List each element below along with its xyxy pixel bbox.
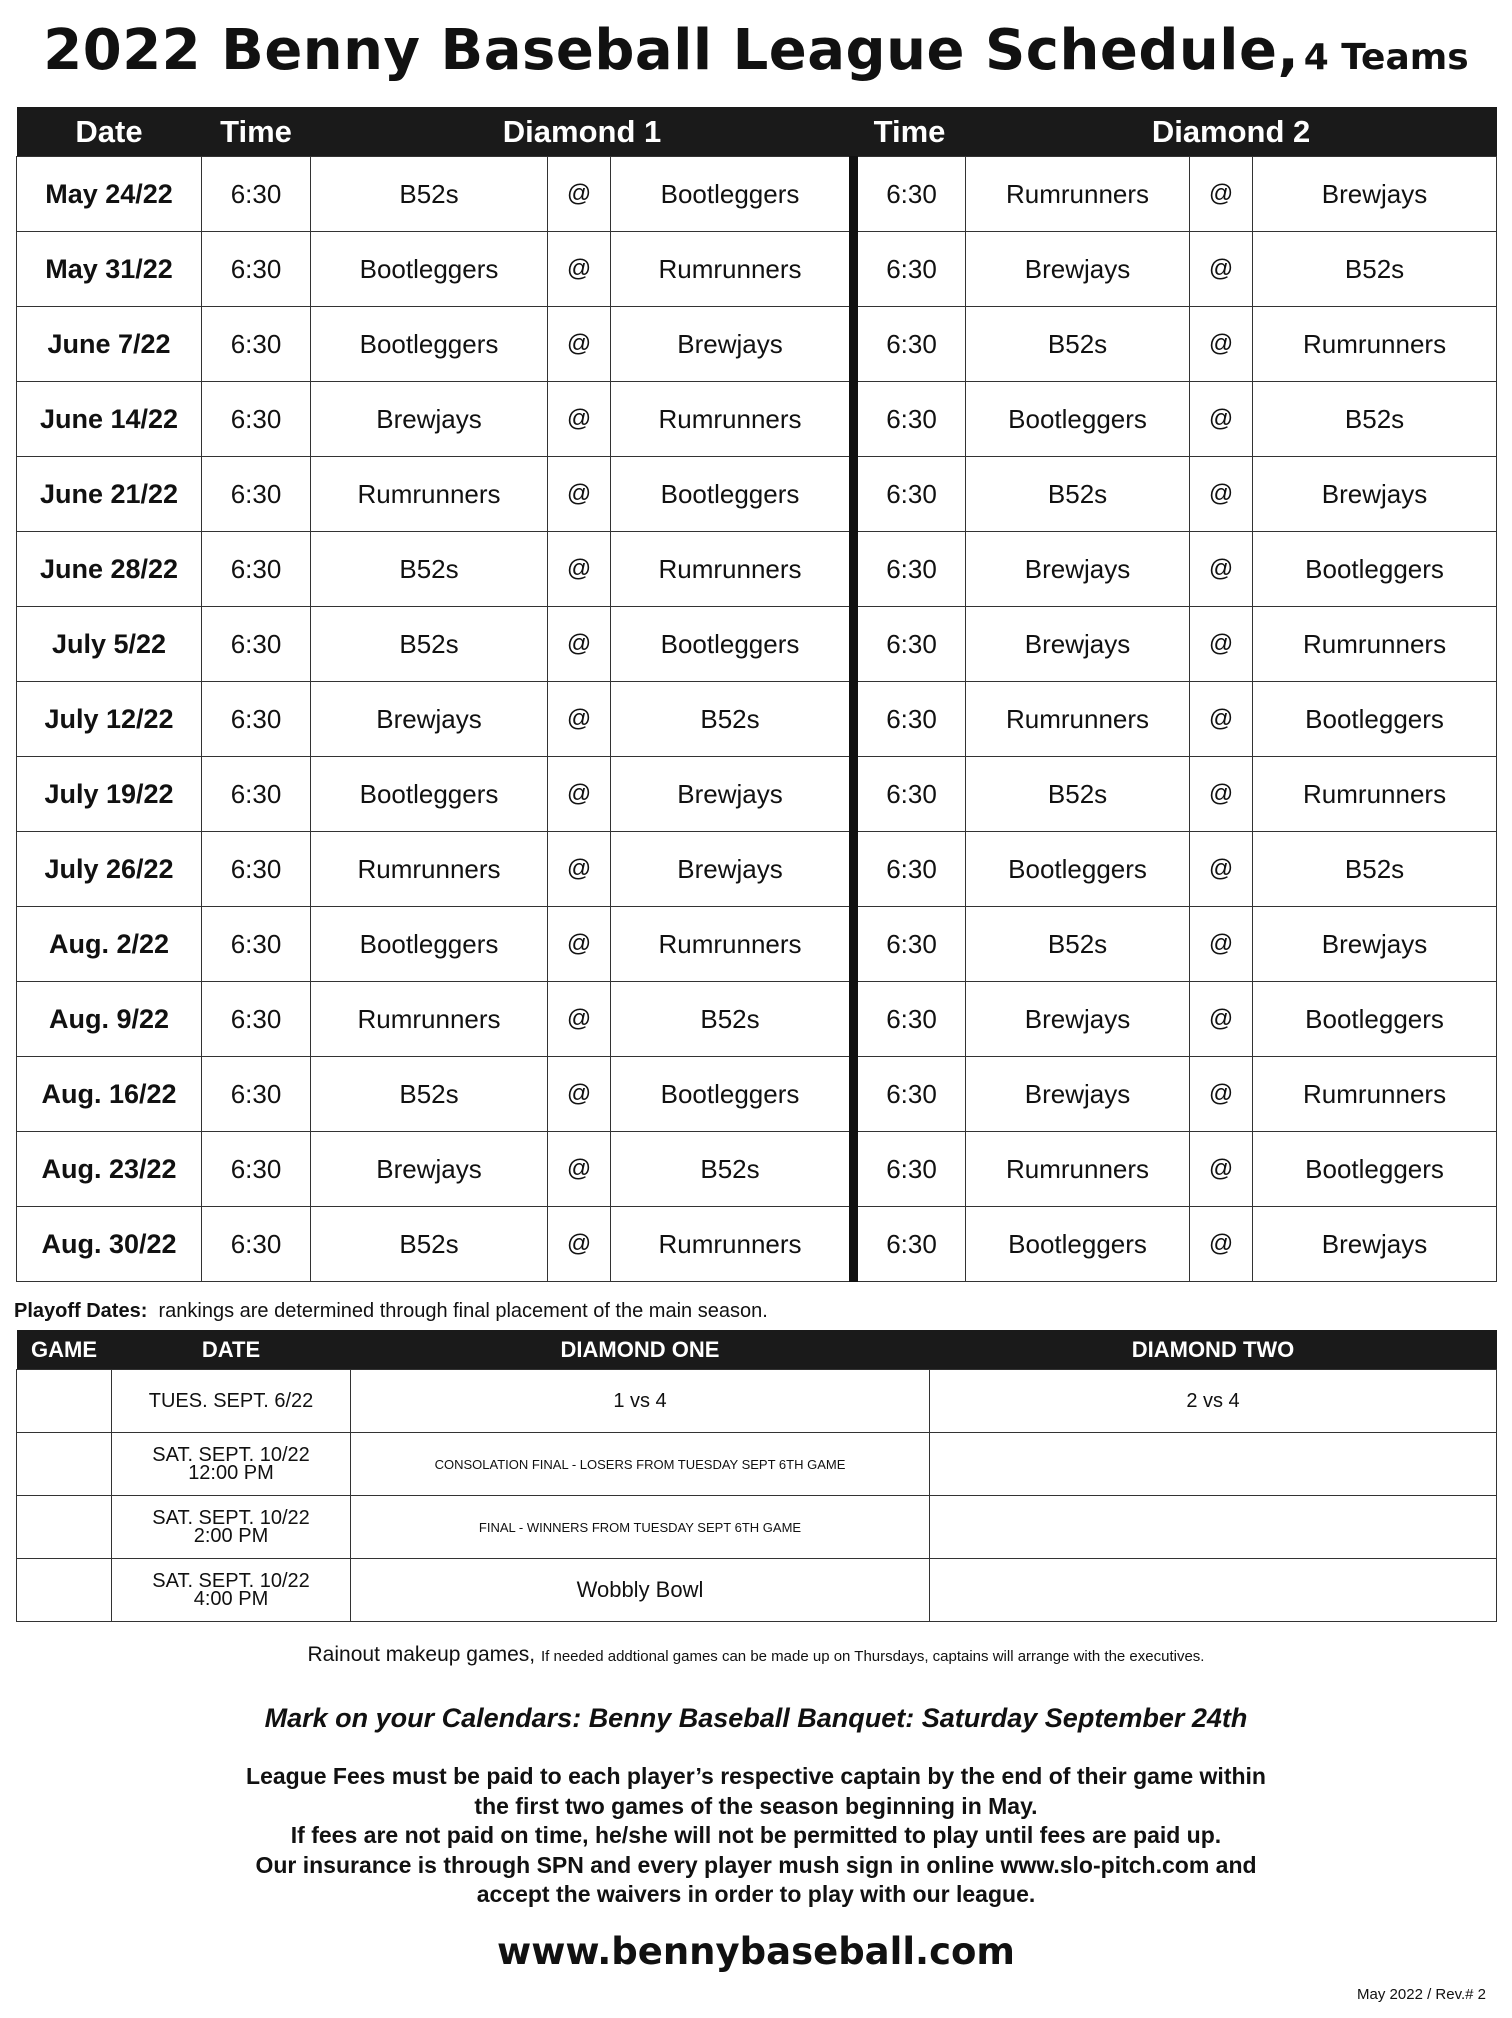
diamond-2-away-team: Bootleggers — [1253, 682, 1497, 757]
diamond-1-time: 6:30 — [202, 1132, 311, 1207]
diamond-1-at: @ — [548, 157, 611, 232]
diamond-1-at: @ — [548, 307, 611, 382]
playoff-date-line: SAT. SEPT. 10/22 — [152, 1570, 310, 1592]
diamond-1-time: 6:30 — [202, 832, 311, 907]
diamond-2-time: 6:30 — [854, 1057, 966, 1132]
diamond-1-at: @ — [548, 532, 611, 607]
schedule-row — [17, 532, 1497, 607]
diamond-1-time: 6:30 — [202, 157, 311, 232]
diamond-1-time: 6:30 — [202, 757, 311, 832]
diamond-1-home-team: Brewjays — [311, 382, 548, 457]
schedule-date: Aug. 23/22 — [17, 1132, 202, 1207]
diamond-1-time: 6:30 — [202, 232, 311, 307]
diamond-2-away-team: Rumrunners — [1253, 757, 1497, 832]
diamond-1-at: @ — [548, 907, 611, 982]
diamond-2-at: @ — [1190, 1057, 1253, 1132]
schedule-row — [17, 982, 1497, 1057]
diamond-1-away-team: Bootleggers — [611, 607, 854, 682]
diamond-1-away-team: Brewjays — [611, 832, 854, 907]
diamond-2-home-team: Bootleggers — [966, 382, 1190, 457]
diamond-2-away-team: Brewjays — [1253, 457, 1497, 532]
diamond-2-away-team: Bootleggers — [1253, 982, 1497, 1057]
diamond-1-time: 6:30 — [202, 1207, 311, 1282]
diamond-2-home-team: B52s — [966, 307, 1190, 382]
diamond-1-home-team: Brewjays — [311, 1132, 548, 1207]
schedule-row — [17, 307, 1497, 382]
diamond-2-away-team: Bootleggers — [1253, 532, 1497, 607]
diamond-2-at: @ — [1190, 1207, 1253, 1282]
diamond-2-at: @ — [1190, 1132, 1253, 1207]
rainout-note — [0, 1643, 1512, 1667]
diamond-1-home-team: B52s — [311, 157, 548, 232]
diamond-2-time: 6:30 — [854, 457, 966, 532]
diamond-1-at: @ — [548, 832, 611, 907]
diamond-2-time: 6:30 — [854, 1207, 966, 1282]
diamond-1-home-team: Bootleggers — [311, 232, 548, 307]
playoff-row — [17, 1496, 1497, 1559]
playoff-header-diamond-two: DIAMOND TWO — [930, 1330, 1497, 1370]
diamond-1-time: 6:30 — [202, 682, 311, 757]
playoff-row — [17, 1559, 1497, 1622]
playoff-diamond-one: Wobbly Bowl — [351, 1559, 930, 1622]
diamond-2-home-team: Rumrunners — [966, 682, 1190, 757]
diamond-1-home-team: B52s — [311, 607, 548, 682]
diamond-2-away-team: Brewjays — [1253, 1207, 1497, 1282]
playoff-label-text: rankings are determined through final placement of the main season. — [158, 1300, 768, 1322]
diamond-1-away-team: Rumrunners — [611, 232, 854, 307]
schedule-date: July 26/22 — [17, 832, 202, 907]
diamond-1-home-team: Rumrunners — [311, 982, 548, 1057]
playoff-game — [17, 1496, 112, 1559]
diamond-2-at: @ — [1190, 907, 1253, 982]
league-fees-notice — [0, 1762, 1512, 1910]
diamond-2-at: @ — [1190, 232, 1253, 307]
diamond-1-time: 6:30 — [202, 607, 311, 682]
playoff-date — [112, 1433, 351, 1496]
diamond-1-at: @ — [548, 457, 611, 532]
diamond-2-away-team: Brewjays — [1253, 907, 1497, 982]
playoff-table — [16, 1330, 1497, 1622]
diamond-2-time: 6:30 — [854, 982, 966, 1057]
diamond-1-away-team: Bootleggers — [611, 157, 854, 232]
diamond-2-home-team: Rumrunners — [966, 1132, 1190, 1207]
playoff-date — [112, 1559, 351, 1622]
revision-note: May 2022 / Rev.# 2 — [1357, 1986, 1486, 2003]
diamond-1-at: @ — [548, 1207, 611, 1282]
diamond-1-time: 6:30 — [202, 907, 311, 982]
schedule-date: May 31/22 — [17, 232, 202, 307]
fees-line: the first two games of the season beginning in May. — [474, 1792, 1038, 1819]
diamond-1-away-team: Bootleggers — [611, 1057, 854, 1132]
playoff-date-line: TUES. SEPT. 6/22 — [148, 1390, 314, 1412]
diamond-1-at: @ — [548, 232, 611, 307]
diamond-2-away-team: Bootleggers — [1253, 1132, 1497, 1207]
diamond-1-time: 6:30 — [202, 307, 311, 382]
schedule-row — [17, 1132, 1497, 1207]
header-diamond-1: Diamond 1 — [311, 107, 854, 157]
diamond-2-away-team: B52s — [1253, 232, 1497, 307]
fees-line: Our insurance is through SPN and every player mush sign in online www.slo-pitch.com and — [255, 1851, 1257, 1878]
fees-line: League Fees must be paid to each player’s respective captain by the end of their game within — [246, 1763, 1266, 1789]
header-time-1: Time — [202, 107, 311, 157]
diamond-2-away-team: Rumrunners — [1253, 607, 1497, 682]
schedule-row — [17, 232, 1497, 307]
playoff-diamond-two: 2 vs 4 — [930, 1370, 1497, 1433]
title-main: 2022 Benny Baseball League Schedule, — [43, 18, 1300, 83]
playoff-row — [17, 1370, 1497, 1433]
schedule-row — [17, 607, 1497, 682]
diamond-1-away-team: Brewjays — [611, 757, 854, 832]
diamond-2-home-team: B52s — [966, 757, 1190, 832]
schedule-row — [17, 1207, 1497, 1282]
schedule-date: Aug. 16/22 — [17, 1057, 202, 1132]
schedule-date: June 7/22 — [17, 307, 202, 382]
playoff-header-date: DATE — [112, 1330, 351, 1370]
playoff-diamond-one: 1 vs 4 — [351, 1370, 930, 1433]
diamond-1-at: @ — [548, 382, 611, 457]
rainout-main: Rainout makeup games, — [307, 1643, 536, 1666]
playoff-diamond-one: FINAL - WINNERS FROM TUESDAY SEPT 6TH GAME — [351, 1496, 930, 1559]
diamond-1-home-team: B52s — [311, 1057, 548, 1132]
diamond-2-at: @ — [1190, 307, 1253, 382]
diamond-1-away-team: B52s — [611, 1132, 854, 1207]
diamond-1-away-team: Bootleggers — [611, 457, 854, 532]
playoff-diamond-two — [930, 1496, 1497, 1559]
diamond-1-home-team: B52s — [311, 1207, 548, 1282]
title-sub: 4 Teams — [1303, 37, 1469, 78]
schedule-date: July 12/22 — [17, 682, 202, 757]
website-link[interactable]: www.bennybaseball.com — [497, 1930, 1015, 1973]
diamond-1-at: @ — [548, 982, 611, 1057]
schedule-date: May 24/22 — [17, 157, 202, 232]
schedule-date: Aug. 9/22 — [17, 982, 202, 1057]
diamond-1-home-team: Bootleggers — [311, 907, 548, 982]
diamond-1-time: 6:30 — [202, 1057, 311, 1132]
schedule-table — [16, 107, 1497, 1282]
schedule-row — [17, 907, 1497, 982]
diamond-2-away-team: Rumrunners — [1253, 1057, 1497, 1132]
banquet-notice: Mark on your Calendars: Benny Baseball Banquet: Saturday September 24th — [264, 1703, 1248, 1733]
schedule-date: June 28/22 — [17, 532, 202, 607]
playoff-date — [112, 1370, 351, 1433]
diamond-1-away-team: B52s — [611, 982, 854, 1057]
diamond-2-at: @ — [1190, 157, 1253, 232]
diamond-2-at: @ — [1190, 832, 1253, 907]
diamond-2-at: @ — [1190, 532, 1253, 607]
diamond-2-at: @ — [1190, 457, 1253, 532]
diamond-2-home-team: Rumrunners — [966, 157, 1190, 232]
playoff-game — [17, 1370, 112, 1433]
schedule-row — [17, 157, 1497, 232]
diamond-1-home-team: Bootleggers — [311, 307, 548, 382]
diamond-1-away-team: Rumrunners — [611, 1207, 854, 1282]
playoff-time-line: 4:00 PM — [193, 1588, 269, 1610]
diamond-1-at: @ — [548, 1057, 611, 1132]
page-title — [0, 18, 1512, 83]
playoff-label-bold: Playoff Dates: — [14, 1300, 148, 1322]
diamond-1-away-team: Rumrunners — [611, 907, 854, 982]
playoff-row — [17, 1433, 1497, 1496]
diamond-1-at: @ — [548, 607, 611, 682]
diamond-1-away-team: Brewjays — [611, 307, 854, 382]
diamond-2-home-team: B52s — [966, 907, 1190, 982]
diamond-2-at: @ — [1190, 382, 1253, 457]
diamond-2-time: 6:30 — [854, 307, 966, 382]
diamond-1-away-team: B52s — [611, 682, 854, 757]
schedule-row — [17, 382, 1497, 457]
diamond-2-at: @ — [1190, 757, 1253, 832]
diamond-2-time: 6:30 — [854, 757, 966, 832]
playoff-time-line: 12:00 PM — [188, 1462, 274, 1484]
diamond-1-home-team: Rumrunners — [311, 457, 548, 532]
diamond-2-away-team: B52s — [1253, 832, 1497, 907]
diamond-1-time: 6:30 — [202, 382, 311, 457]
diamond-2-away-team: Brewjays — [1253, 157, 1497, 232]
playoff-header-diamond-one: DIAMOND ONE — [351, 1330, 930, 1370]
diamond-2-home-team: Bootleggers — [966, 1207, 1190, 1282]
diamond-2-time: 6:30 — [854, 232, 966, 307]
diamond-2-away-team: B52s — [1253, 382, 1497, 457]
playoff-diamond-two — [930, 1433, 1497, 1496]
schedule-date: Aug. 2/22 — [17, 907, 202, 982]
diamond-2-away-team: Rumrunners — [1253, 307, 1497, 382]
header-time-2: Time — [854, 107, 966, 157]
diamond-2-time: 6:30 — [854, 382, 966, 457]
diamond-2-home-team: Brewjays — [966, 532, 1190, 607]
schedule-date: June 21/22 — [17, 457, 202, 532]
schedule-row — [17, 832, 1497, 907]
playoff-diamond-one: CONSOLATION FINAL - LOSERS FROM TUESDAY SEPT 6TH GAME — [351, 1433, 930, 1496]
playoff-date — [112, 1496, 351, 1559]
diamond-2-time: 6:30 — [854, 607, 966, 682]
playoff-diamond-two — [930, 1559, 1497, 1622]
schedule-row — [17, 682, 1497, 757]
schedule-row — [17, 1057, 1497, 1132]
diamond-2-at: @ — [1190, 982, 1253, 1057]
schedule-row — [17, 457, 1497, 532]
playoff-date-line: SAT. SEPT. 10/22 — [152, 1507, 310, 1529]
diamond-2-at: @ — [1190, 682, 1253, 757]
diamond-2-home-team: Brewjays — [966, 982, 1190, 1057]
schedule-date: July 19/22 — [17, 757, 202, 832]
diamond-2-time: 6:30 — [854, 682, 966, 757]
fees-line: accept the waivers in order to play with our league. — [476, 1881, 1036, 1907]
diamond-2-time: 6:30 — [854, 157, 966, 232]
diamond-1-home-team: Bootleggers — [311, 757, 548, 832]
diamond-2-home-team: Brewjays — [966, 1057, 1190, 1132]
diamond-2-time: 6:30 — [854, 1132, 966, 1207]
playoff-game — [17, 1433, 112, 1496]
schedule-date: July 5/22 — [17, 607, 202, 682]
diamond-1-time: 6:30 — [202, 457, 311, 532]
diamond-2-home-team: Brewjays — [966, 607, 1190, 682]
diamond-1-at: @ — [548, 682, 611, 757]
diamond-1-home-team: Rumrunners — [311, 832, 548, 907]
diamond-2-time: 6:30 — [854, 532, 966, 607]
diamond-1-at: @ — [548, 1132, 611, 1207]
diamond-1-time: 6:30 — [202, 982, 311, 1057]
diamond-1-home-team: B52s — [311, 532, 548, 607]
diamond-1-at: @ — [548, 757, 611, 832]
header-date: Date — [17, 107, 202, 157]
rainout-detail: If needed addtional games can be made up on Thursdays, captains will arrange with the executives. — [541, 1648, 1205, 1665]
diamond-1-home-team: Brewjays — [311, 682, 548, 757]
schedule-row — [17, 757, 1497, 832]
diamond-1-away-team: Rumrunners — [611, 532, 854, 607]
diamond-1-away-team: Rumrunners — [611, 382, 854, 457]
diamond-2-at: @ — [1190, 607, 1253, 682]
diamond-2-home-team: B52s — [966, 457, 1190, 532]
diamond-2-time: 6:30 — [854, 832, 966, 907]
header-diamond-2: Diamond 2 — [966, 107, 1497, 157]
playoff-label — [14, 1300, 768, 1323]
playoff-game — [17, 1559, 112, 1622]
schedule-date: Aug. 30/22 — [17, 1207, 202, 1282]
playoff-date-line: SAT. SEPT. 10/22 — [152, 1444, 310, 1466]
playoff-header-row — [17, 1330, 1497, 1370]
diamond-2-home-team: Bootleggers — [966, 832, 1190, 907]
schedule-date: June 14/22 — [17, 382, 202, 457]
playoff-header-game: GAME — [17, 1330, 112, 1370]
diamond-1-time: 6:30 — [202, 532, 311, 607]
fees-line: If fees are not paid on time, he/she will not be permitted to play until fees are paid up. — [290, 1822, 1222, 1848]
diamond-2-time: 6:30 — [854, 907, 966, 982]
playoff-time-line: 2:00 PM — [193, 1525, 269, 1547]
diamond-2-home-team: Brewjays — [966, 232, 1190, 307]
schedule-header-row — [17, 107, 1497, 157]
